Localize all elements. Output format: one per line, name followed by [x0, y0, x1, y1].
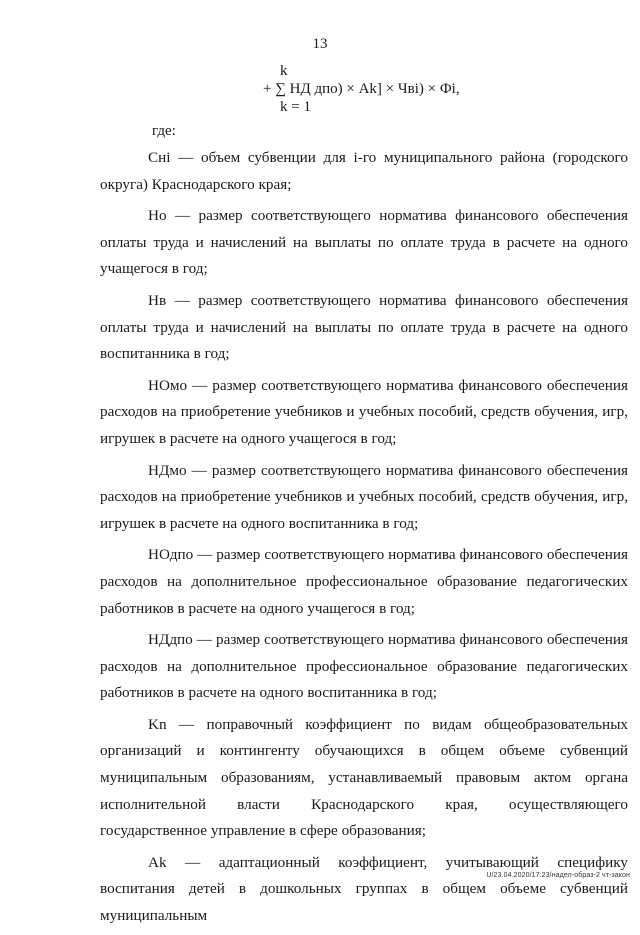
definition-paragraph: Снi — объем субвенции для i-го муниципального района (городского округа) Краснодарского края;: [100, 149, 628, 193]
definition-paragraph: Ak — адаптационный коэффициент, учитывающий специфику воспитания детей в дошкольных группах в общем объеме субвенций муниципальным: [100, 853, 628, 925]
definition-paragraph: Но — размер соответствующего норматива финансового обеспечения оплаты труда и начислений на выплаты по оплате труда в расчете на одного учащегося в год;: [100, 207, 628, 278]
formula: [263, 62, 460, 116]
formula-main: + ∑ НД дпо) × Ak] × Чвi) × Фi,: [263, 81, 460, 97]
definition-paragraph: НДмо — размер соответствующего норматива финансового обеспечения расходов на приобретение учебников и учебных пособий, средств обучения, игр, игрушек в расчете на одного воспитанника в год;: [100, 461, 628, 532]
formula-upper-limit: k: [280, 63, 288, 79]
page-number: 13: [312, 36, 328, 52]
definition-paragraph: Нв — размер соответствующего норматива финансового обеспечения оплаты труда и начислений на выплаты по оплате труда в расчете на одного воспитанника в год;: [100, 291, 628, 363]
where-label: где:: [152, 123, 176, 139]
footer-stamp: U/23.04.2020/17:23/надел-образ-2 чт-закон: [486, 872, 630, 879]
definition-paragraph: НОмо — размер соответствующего норматива финансового обеспечения расходов на приобретение учебников и учебных пособий, средств обучения, игр, игрушек в расчете на одного учащегося в год;: [100, 376, 628, 447]
definition-paragraph: НОдпо — размер соответствующего норматива финансового обеспечения расходов на дополнительное профессиональное образование педагогических работников в расчете на одного учащегося в год;: [100, 546, 628, 617]
definitions-list: [100, 145, 628, 935]
formula-lower-limit: k = 1: [280, 99, 311, 115]
definition-paragraph: Kn — поправочный коэффициент по видам общеобразовательных организаций и контингенту обучающихся в общем объеме субвенций муниципальным образованиям, устанавливаемый правовым актом органа исполнительной власти Краснодарского края, осуществляющего государственное управление в сфере образования;: [100, 715, 628, 840]
definition-paragraph: НДдпо — размер соответствующего норматива финансового обеспечения расходов на дополнительное профессиональное образование педагогических работников в расчете на одного воспитанника в год;: [100, 631, 628, 702]
